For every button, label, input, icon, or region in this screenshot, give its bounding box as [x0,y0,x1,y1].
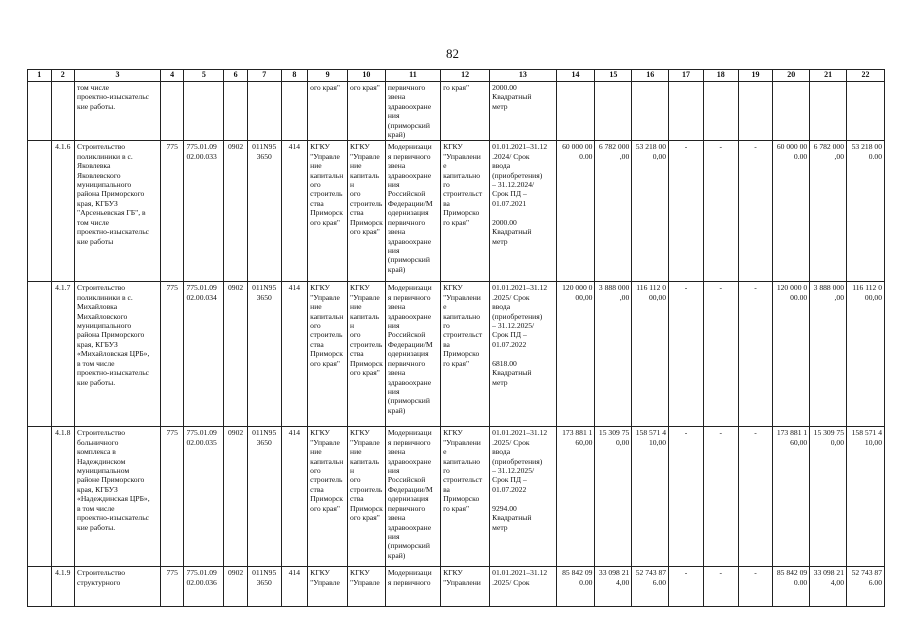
table-cell-col-7: 011N95 3650 [247,567,281,607]
column-header-12: 12 [441,70,490,82]
table-cell-col-5: 775.01.09 02.00.034 [184,282,224,427]
table-cell-col-8: 414 [281,427,308,567]
table-cell-col-12: КГКУ "Управлени е капитально го строительст ва Приморско го края" [441,282,490,427]
table-cell-col-9: КГКУ "Управле ние капитальн ого строитель ства Приморск ого края" [308,427,348,567]
table-cell-col-6: 0902 [224,567,248,607]
table-cell-col-15 [595,82,632,141]
table-cell-col-14 [556,82,595,141]
column-header-15: 15 [595,70,632,82]
table-cell-col-2 [51,82,75,141]
table-cell-col-22: 158 571 4 10,00 [847,427,885,567]
table-cell-col-12: го края" [441,82,490,141]
table-cell-col-14: 173 881 1 60,00 [556,427,595,567]
column-header-20: 20 [773,70,810,82]
table-cell-col-2: 4.1.6 [51,141,75,282]
table-cell-col-22 [847,82,885,141]
column-header-10: 10 [348,70,386,82]
table-cell-col-9: ого края" [308,82,348,141]
table-cell-col-3: Строительство больничного комплекса в Надеждинском муниципальном районе Приморского края, КГБУЗ «Надеждинская ЦРБ», в том числе проектно-изыскательс кие работы. [75,427,161,567]
table-cell-col-14: 120 000 0 00,00 [556,282,595,427]
table-cell-col-11: Модернизаци я первичного [385,567,440,607]
table-cell-col-1 [28,282,52,427]
table-cell-col-21: 6 782 000 ,00 [810,141,847,282]
table-cell-col-21 [810,82,847,141]
table-cell-col-13: 01.01.2021–31.12 .2024/ Срок ввода (приобретения) – 31.12.2024/ Срок ПД – 01.07.2021 2000.00 Квадратный метр [490,141,556,282]
table-cell-col-19: - [738,141,773,282]
table-cell-col-4: 775 [160,282,184,427]
table-cell-col-1 [28,567,52,607]
table-cell-col-10: ого края" [348,82,386,141]
table-cell-col-16: 158 571 4 10,00 [632,427,669,567]
table-cell-col-19: - [738,282,773,427]
table-cell-col-20: 120 000 0 00.00 [773,282,810,427]
column-header-2: 2 [51,70,75,82]
table-row [28,567,885,607]
column-header-13: 13 [490,70,556,82]
table-cell-col-15: 3 888 000 ,00 [595,282,632,427]
table-cell-col-7: 011N95 3650 [247,141,281,282]
table-cell-col-5: 775.01.09 02.00.033 [184,141,224,282]
table-cell-col-18: - [703,427,738,567]
table-cell-col-10: КГКУ "Управле [348,567,386,607]
table-cell-col-11: первичного звена здравоохране ния (приморский край) [385,82,440,141]
table-cell-col-16: 52 743 87 6.00 [632,567,669,607]
table-cell-col-10: КГКУ "Управле ние капитальн ого строитель ства Приморск ого края" [348,282,386,427]
table-cell-col-14: 60 000 00 0.00 [556,141,595,282]
table-cell-col-13: 01.01.2021–31.12 .2025/ Срок ввода (приобретения) – 31.12.2025/ Срок ПД – 01.07.2022 9294.00 Квадратный метр [490,427,556,567]
table-cell-col-12: КГКУ "Управлени [441,567,490,607]
table-cell-col-12: КГКУ "Управлени е капитально го строительст ва Приморско го края" [441,427,490,567]
column-header-16: 16 [632,70,669,82]
table-cell-col-3: Строительство поликлиники в с. Михайловка Михайловского муниципального района Приморского края, КГБУЗ «Михайловская ЦРБ», в том числе проектно-изыскательс кие работы. [75,282,161,427]
table-cell-col-1 [28,82,52,141]
table-cell-col-3: Строительство структурного [75,567,161,607]
table-cell-col-5: 775.01.09 02.00.035 [184,427,224,567]
table-cell-col-8: 414 [281,567,308,607]
table-cell-col-7 [247,82,281,141]
table-cell-col-1 [28,141,52,282]
table-cell-col-20: 85 842 09 0.00 [773,567,810,607]
table-header-row [28,70,885,82]
table-cell-col-11: Модернизаци я первичного звена здравоохране ния Российской Федерации/М одернизация первичного звена здравоохране ния (приморский край) [385,141,440,282]
table-cell-col-21: 3 888 000 ,00 [810,282,847,427]
table-cell-col-22: 53 218 00 0.00 [847,141,885,282]
table-cell-col-7: 011N95 3650 [247,282,281,427]
table-cell-col-18 [703,82,738,141]
table-cell-col-17 [669,82,704,141]
table-cell-col-18: - [703,141,738,282]
table-cell-col-19 [738,82,773,141]
table-cell-col-6: 0902 [224,427,248,567]
table-cell-col-9: КГКУ "Управле ние капитальн ого строитель ства Приморск ого края" [308,141,348,282]
table-cell-col-15: 33 098 21 4,00 [595,567,632,607]
table-cell-col-3: том числе проектно-изыскательс кие работы. [75,82,161,141]
table-cell-col-21: 33 098 21 4,00 [810,567,847,607]
table-cell-col-12: КГКУ "Управлени е капитально го строительст ва Приморско го края" [441,141,490,282]
column-header-8: 8 [281,70,308,82]
table-cell-col-9: КГКУ "Управле [308,567,348,607]
table-cell-col-10: КГКУ "Управле ние капитальн ого строитель ства Приморск ого края" [348,141,386,282]
table-cell-col-17: - [669,141,704,282]
column-header-11: 11 [385,70,440,82]
table-cell-col-16 [632,82,669,141]
table-cell-col-18: - [703,282,738,427]
table-cell-col-4: 775 [160,427,184,567]
table-cell-col-17: - [669,567,704,607]
column-header-14: 14 [556,70,595,82]
table-cell-col-13: 2000.00 Квадратный метр [490,82,556,141]
column-header-6: 6 [224,70,248,82]
table-cell-col-6: 0902 [224,282,248,427]
table-cell-col-22: 52 743 87 6.00 [847,567,885,607]
table-cell-col-2: 4.1.7 [51,282,75,427]
table-cell-col-8: 414 [281,141,308,282]
table-row [28,82,885,141]
budget-table [27,69,885,607]
column-header-19: 19 [738,70,773,82]
table-cell-col-16: 116 112 0 00,00 [632,282,669,427]
table-cell-col-20 [773,82,810,141]
table-cell-col-8 [281,82,308,141]
table-cell-col-16: 53 218 00 0,00 [632,141,669,282]
table-cell-col-17: - [669,427,704,567]
table-cell-col-15: 6 782 000 ,00 [595,141,632,282]
table-cell-col-5 [184,82,224,141]
column-header-9: 9 [308,70,348,82]
table-cell-col-14: 85 842 09 0.00 [556,567,595,607]
column-header-7: 7 [247,70,281,82]
table-row [28,141,885,282]
column-header-5: 5 [184,70,224,82]
table-cell-col-2: 4.1.9 [51,567,75,607]
table-cell-col-2: 4.1.8 [51,427,75,567]
table-cell-col-9: КГКУ "Управле ние капитальн ого строитель ства Приморск ого края" [308,282,348,427]
table-cell-col-6: 0902 [224,141,248,282]
table-cell-col-11: Модернизаци я первичного звена здравоохране ния Российской Федерации/М одернизация первичного звена здравоохране ния (приморский край) [385,282,440,427]
table-row [28,427,885,567]
table-cell-col-17: - [669,282,704,427]
column-header-4: 4 [160,70,184,82]
table-cell-col-10: КГКУ "Управле ние капитальн ого строитель ства Приморск ого края" [348,427,386,567]
column-header-22: 22 [847,70,885,82]
table-cell-col-5: 775.01.09 02.00.036 [184,567,224,607]
column-header-18: 18 [703,70,738,82]
table-cell-col-8: 414 [281,282,308,427]
table-cell-col-6 [224,82,248,141]
column-header-21: 21 [810,70,847,82]
table-cell-col-4: 775 [160,567,184,607]
table-cell-col-1 [28,427,52,567]
table-cell-col-19: - [738,567,773,607]
table-cell-col-21: 15 309 75 0,00 [810,427,847,567]
table-cell-col-20: 173 881 1 60,00 [773,427,810,567]
table-body [28,82,885,607]
page-number: 82 [446,46,459,61]
column-header-17: 17 [669,70,704,82]
table-cell-col-13: 01.01.2021–31.12 .2025/ Срок ввода (приобретения) – 31.12.2025/ Срок ПД – 01.07.2022 6818.00 Квадратный метр [490,282,556,427]
table-cell-col-11: Модернизаци я первичного звена здравоохране ния Российской Федерации/М одернизация первичного звена здравоохране ния (приморский край) [385,427,440,567]
table-cell-col-15: 15 309 75 0,00 [595,427,632,567]
table-cell-col-4: 775 [160,141,184,282]
table-cell-col-4 [160,82,184,141]
table-cell-col-7: 011N95 3650 [247,427,281,567]
table-cell-col-13: 01.01.2021–31.12 .2025/ Срок [490,567,556,607]
column-header-3: 3 [75,70,161,82]
table-cell-col-19: - [738,427,773,567]
column-header-1: 1 [28,70,52,82]
table-cell-col-3: Строительство поликлиники в с. Яковлевка Яковлевского муниципального района Приморского края, КГБУЗ "Арсеньевская ГБ", в том числе проектно-изыскательс кие работы [75,141,161,282]
table-cell-col-18: - [703,567,738,607]
table-cell-col-22: 116 112 0 00,00 [847,282,885,427]
table-row [28,282,885,427]
table-cell-col-20: 60 000 00 0.00 [773,141,810,282]
